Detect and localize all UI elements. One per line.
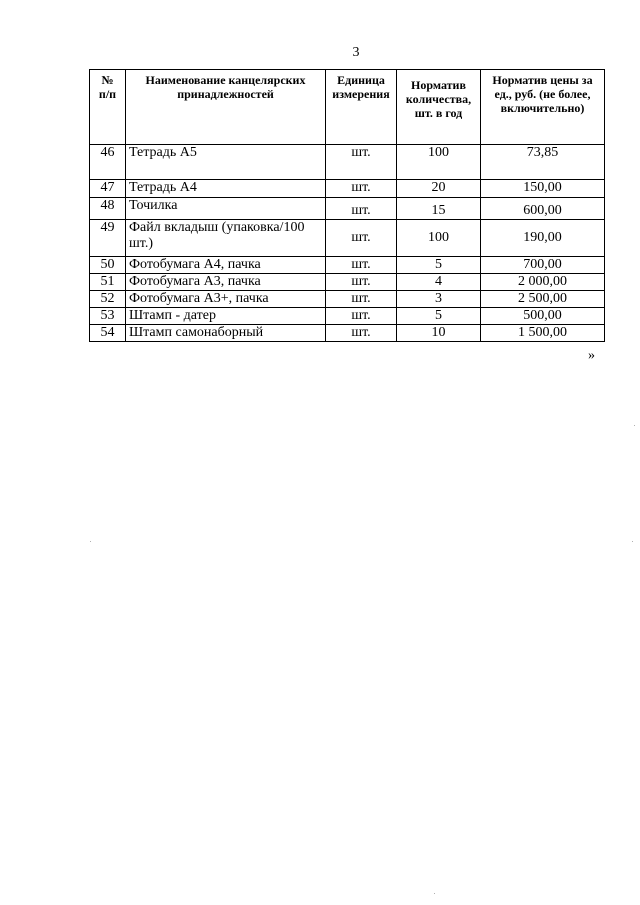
row-price: 150,00	[481, 180, 605, 198]
row-number: 50	[90, 257, 126, 274]
header-number-line-1: №	[101, 73, 114, 87]
row-price: 600,00	[481, 198, 605, 220]
scan-speck	[634, 425, 635, 426]
row-quantity: 10	[397, 325, 481, 342]
row-item-name: Файл вкладыш (упаковка/100 шт.)	[126, 220, 326, 257]
row-item-name: Фотобумага А4, пачка	[126, 257, 326, 274]
row-price: 500,00	[481, 308, 605, 325]
table-row	[90, 257, 605, 274]
row-number: 52	[90, 291, 126, 308]
header-number	[90, 70, 126, 145]
norms-table	[89, 69, 605, 342]
table-row	[90, 325, 605, 342]
row-quantity: 100	[397, 145, 481, 180]
row-unit: шт.	[326, 325, 397, 342]
scan-speck	[632, 541, 633, 542]
row-item-name: Фотобумага А3, пачка	[126, 274, 326, 291]
row-unit: шт.	[326, 220, 397, 257]
row-number: 51	[90, 274, 126, 291]
row-quantity: 15	[397, 198, 481, 220]
header-unit: Единица измерения	[326, 70, 397, 145]
row-quantity: 5	[397, 257, 481, 274]
scan-speck	[90, 541, 91, 542]
header-number-line-2: п/п	[98, 87, 117, 101]
row-number: 47	[90, 180, 126, 198]
row-unit: шт.	[326, 291, 397, 308]
row-unit: шт.	[326, 180, 397, 198]
row-number: 49	[90, 220, 126, 257]
row-price: 2 500,00	[481, 291, 605, 308]
table-row	[90, 274, 605, 291]
row-unit: шт.	[326, 257, 397, 274]
row-quantity: 20	[397, 180, 481, 198]
row-number: 54	[90, 325, 126, 342]
row-unit: шт.	[326, 308, 397, 325]
page-number: 3	[352, 45, 360, 60]
row-quantity: 100	[397, 220, 481, 257]
scan-speck	[434, 893, 435, 894]
row-quantity: 3	[397, 291, 481, 308]
row-number: 53	[90, 308, 126, 325]
table-row	[90, 308, 605, 325]
row-unit: шт.	[326, 198, 397, 220]
table-row	[90, 220, 605, 257]
table-row	[90, 145, 605, 180]
header-name: Наименование канцелярских принадлежностей	[126, 70, 326, 145]
row-quantity: 4	[397, 274, 481, 291]
header-price: Норматив цены за ед., руб. (не более, включительно)	[481, 70, 605, 145]
row-item-name: Точилка	[126, 198, 326, 220]
row-price: 190,00	[481, 220, 605, 257]
row-price: 2 000,00	[481, 274, 605, 291]
table-header-row	[90, 70, 605, 145]
table-row	[90, 180, 605, 198]
row-quantity: 5	[397, 308, 481, 325]
closing-quote: »	[588, 348, 595, 363]
row-number: 46	[90, 145, 126, 180]
row-price: 73,85	[481, 145, 605, 180]
row-unit: шт.	[326, 274, 397, 291]
row-unit: шт.	[326, 145, 397, 180]
header-quantity: Норматив количества, шт. в год	[397, 70, 481, 145]
row-item-name: Штамп самонаборный	[126, 325, 326, 342]
row-item-name: Фотобумага А3+, пачка	[126, 291, 326, 308]
table-row	[90, 198, 605, 220]
table-row	[90, 291, 605, 308]
row-price: 700,00	[481, 257, 605, 274]
row-item-name: Штамп - датер	[126, 308, 326, 325]
row-item-name: Тетрадь А4	[126, 180, 326, 198]
row-item-name: Тетрадь А5	[126, 145, 326, 180]
row-price: 1 500,00	[481, 325, 605, 342]
row-number: 48	[90, 198, 126, 220]
